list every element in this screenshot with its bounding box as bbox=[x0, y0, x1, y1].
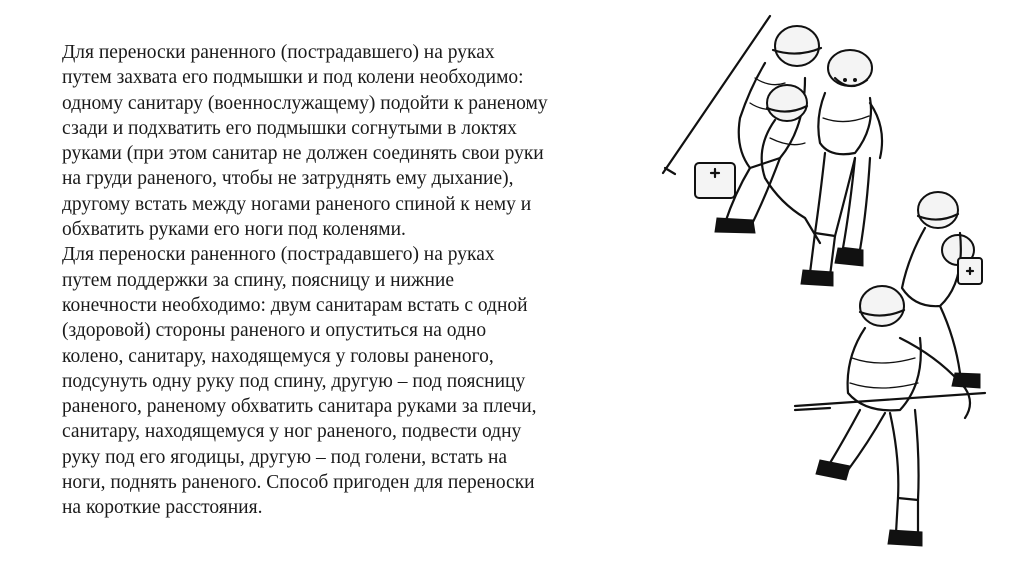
text-line: путем поддержки за спину, поясницу и нижние bbox=[62, 269, 454, 291]
helmet-icon bbox=[775, 26, 819, 66]
carry-back-support-illustration bbox=[790, 188, 990, 560]
text-line: путем захвата его подмышки и под колени необходимо: bbox=[62, 67, 524, 89]
text-line: ноги, поднять раненого. Способ пригоден для переноски bbox=[62, 472, 535, 494]
text-line: конечности необходимо: двум санитарам встать с одной bbox=[62, 294, 528, 316]
text-line: Для переноски раненного (пострадавшего) на руках bbox=[62, 244, 495, 266]
text-line: подсунуть одну руку под спину, другую – под поясницу bbox=[62, 370, 526, 392]
paragraph-back-support-carry bbox=[62, 242, 622, 520]
text-line: Для переноски раненного (пострадавшего) на руках bbox=[62, 42, 495, 63]
paragraph-under-arms-carry bbox=[62, 40, 622, 242]
text-line: руку под его ягодицы, другую – под голени, встать на bbox=[62, 446, 508, 468]
text-line: на короткие расстояния. bbox=[62, 497, 263, 519]
instruction-text bbox=[62, 40, 622, 521]
text-line: другому встать между ногами раненого спиной к нему и bbox=[62, 193, 532, 215]
text-line: раненого, раненому обхватить санитара руками за плечи, bbox=[62, 396, 537, 418]
text-line: колено, санитару, находящемуся у головы раненого, bbox=[62, 345, 494, 367]
text-line: руками (при этом санитар не должен соединять свои руки bbox=[62, 143, 544, 165]
text-line: обхватить руками его ноги под коленями. bbox=[62, 219, 406, 241]
helmet-icon bbox=[918, 192, 958, 228]
text-line: на груди раненого, чтобы не затруднять ему дыхание), bbox=[62, 168, 514, 190]
rifle-icon bbox=[663, 16, 770, 173]
rifle-icon bbox=[795, 393, 985, 406]
text-line: (здоровой) стороны раненого и опуститься на одно bbox=[62, 320, 487, 342]
text-line: сзади и подхватить его подмышки согнутыми в локтях bbox=[62, 117, 517, 139]
text-line: одному санитару (военнослужащему) подойти к раненому bbox=[62, 92, 548, 114]
text-line: санитару, находящемуся у ног раненого, подвести одну bbox=[62, 421, 522, 443]
